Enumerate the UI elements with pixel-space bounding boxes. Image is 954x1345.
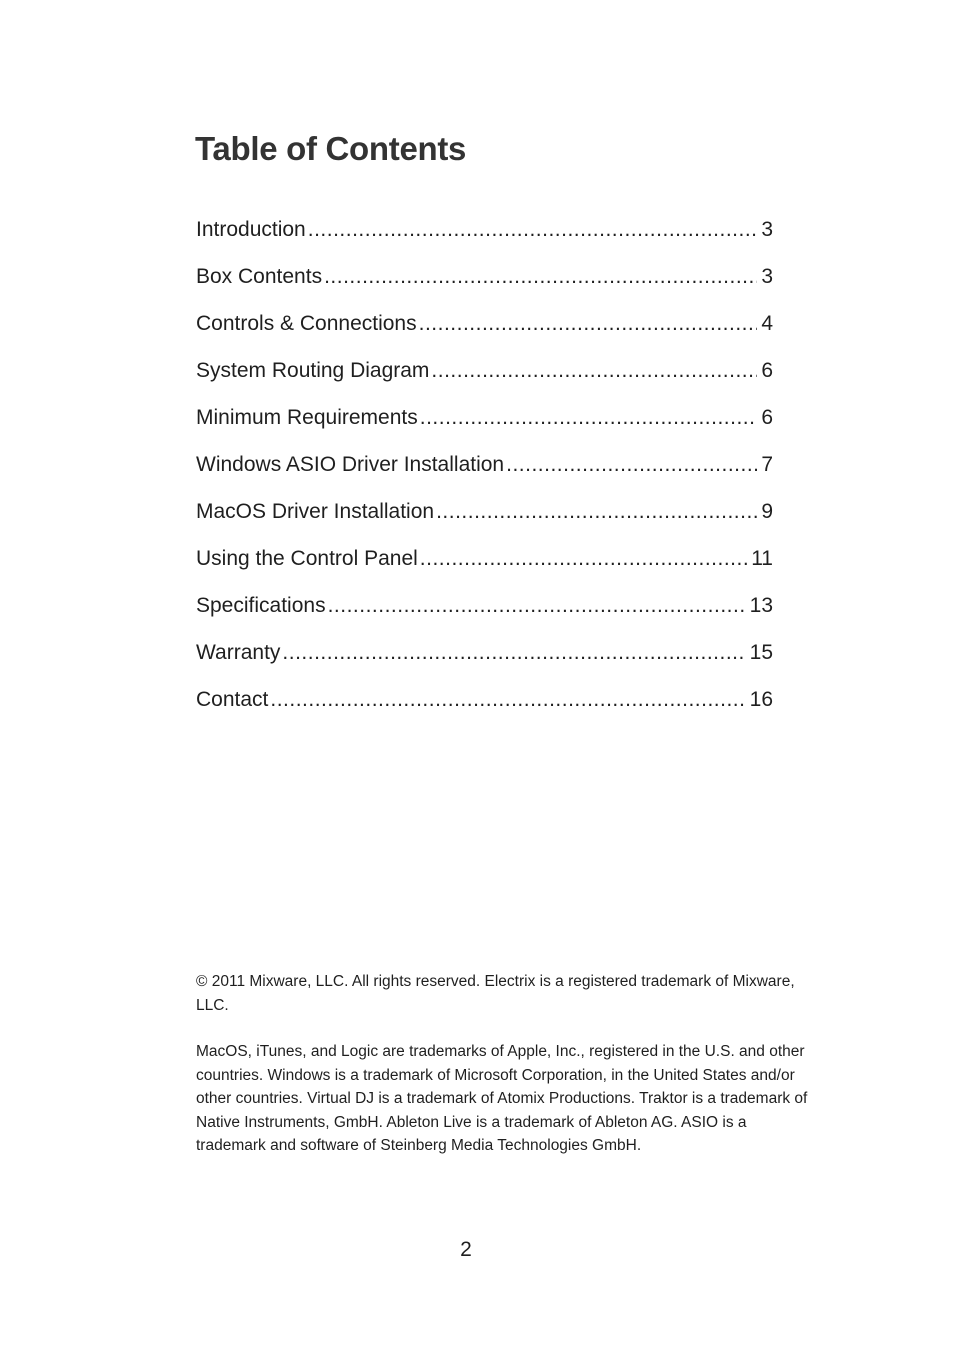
toc-entry-label: System Routing Diagram: [196, 359, 430, 382]
copyright-notice: © 2011 Mixware, LLC. All rights reserved. Electrix is a registered trademark of Mixware, LLC.: [196, 973, 795, 1014]
toc-entry[interactable]: [196, 359, 773, 406]
trademark-notice: MacOS, iTunes, and Logic are trademarks of Apple, Inc., registered in the U.S. and other countries. Windows is a trademark of Microsoft Corporation, in the United States and/or other countries. Virtual DJ is a trademark of Atomix Productions. Traktor is a trademark of Native Instruments, GmbH. Ableton Live is a trademark of Ableton AG. ASIO is a trademark and software of Steinberg Media Technologies GmbH.: [196, 1043, 808, 1154]
dot-leader: [419, 312, 758, 336]
toc-entry[interactable]: [196, 688, 773, 735]
toc-entry[interactable]: [196, 406, 773, 453]
dot-leader: [436, 500, 757, 524]
page-title: Table of Contents: [195, 130, 467, 167]
toc-entry-label: Minimum Requirements: [196, 406, 418, 429]
toc-entry[interactable]: [196, 265, 773, 312]
toc-entry-page: 16: [749, 688, 773, 711]
toc-entry-label: Windows ASIO Driver Installation: [196, 453, 505, 476]
dot-leader: [431, 359, 757, 383]
dot-leader: [420, 406, 758, 430]
toc-entry-page: 13: [749, 594, 773, 617]
toc-entry-page: 11: [751, 547, 773, 570]
dot-leader: [506, 453, 757, 477]
page-number: 2: [460, 1238, 472, 1261]
toc-entry-page: 4: [761, 312, 773, 335]
toc-entry-label: Introduction: [196, 218, 306, 241]
toc-entry-label: Warranty: [196, 641, 281, 664]
toc-entry-page: 9: [761, 500, 773, 523]
toc-entry[interactable]: [196, 218, 773, 265]
dot-leader: [270, 688, 745, 712]
toc-entry[interactable]: [196, 594, 773, 641]
toc-entry[interactable]: [196, 500, 773, 547]
toc-entry-label: Box Contents: [196, 265, 323, 288]
toc-entry-page: 15: [749, 641, 773, 664]
toc-entry[interactable]: [196, 547, 773, 594]
toc-entry-label: MacOS Driver Installation: [196, 500, 435, 523]
legal-notice: [196, 970, 818, 1181]
toc-entry-page: 3: [761, 265, 773, 288]
dot-leader: [420, 547, 747, 571]
toc-entry-page: 7: [761, 453, 773, 476]
toc-entry[interactable]: [196, 453, 773, 500]
toc-entry-label: Controls & Connections: [196, 312, 417, 335]
dot-leader: [282, 641, 745, 665]
toc-entry[interactable]: [196, 641, 773, 688]
dot-leader: [324, 265, 757, 289]
table-of-contents: [196, 218, 773, 735]
dot-leader: [328, 594, 746, 618]
toc-entry-page: 3: [761, 218, 773, 241]
toc-entry-label: Specifications: [196, 594, 326, 617]
toc-entry-page: 6: [761, 359, 773, 382]
toc-entry[interactable]: [196, 312, 773, 359]
toc-entry-page: 6: [761, 406, 773, 429]
dot-leader: [308, 218, 758, 242]
toc-entry-label: Using the Control Panel: [196, 547, 418, 570]
toc-entry-label: Contact: [196, 688, 269, 711]
